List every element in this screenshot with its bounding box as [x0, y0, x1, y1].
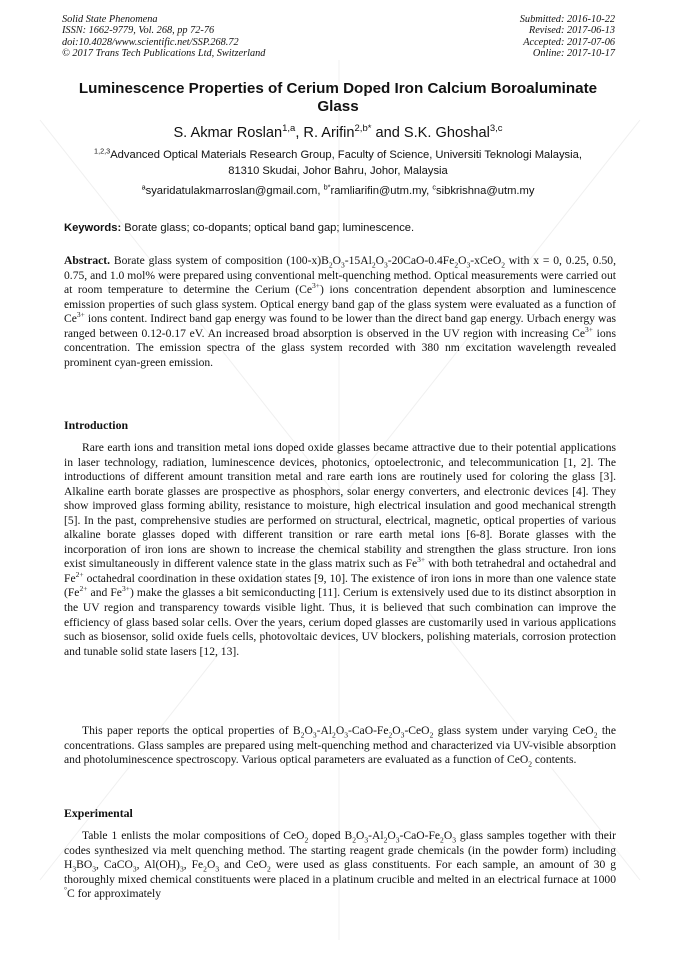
exp-text: C for approximately — [67, 887, 162, 901]
subscript: 2 — [304, 835, 309, 845]
intro-text: contents. — [532, 753, 577, 767]
intro-text: O — [335, 724, 345, 737]
abstract-text: O — [332, 254, 341, 267]
exp-text: , Fe — [183, 858, 204, 872]
intro-text: ) make the glasses a bit semiconducting [11]. Cerium is extensively used due to its distinct absorption in the UV region and transparency towards visible light. Thus, it is believed that such combination can improve the efficiency of glass based solar cells. Over the years, cerium doped glasses are customarily used in various applications such as biosensor, solid oxide fuels cells, photovoltaic devices, UV blockers, polishing materials, corrosion protection and tunable solid state lasers [12, 13]. — [64, 586, 616, 658]
subscript: 3 — [344, 730, 348, 740]
subscript: 2 — [440, 835, 444, 845]
superscript: 3+ — [76, 310, 85, 320]
email-c-sup: c — [432, 182, 437, 192]
subscript: 3 — [72, 864, 77, 874]
author-1: S. Akmar Roslan — [173, 125, 283, 141]
exp-text: BO — [76, 858, 93, 872]
subscript: 2 — [454, 260, 459, 270]
journal-doi[interactable]: doi:10.4028/www.scientific.net/SSP.268.72 — [62, 36, 239, 48]
author-2: , R. Arifin — [295, 125, 355, 141]
abstract-label: Abstract. — [64, 254, 111, 267]
keywords — [64, 221, 616, 235]
exp-text: glass samples together with their codes synthesized via melt quenching method. The starting reagent grade chemicals (in the powder form) including H — [64, 829, 616, 872]
superscript: 3+ — [121, 584, 130, 594]
experimental-paragraph-1 — [64, 829, 616, 902]
subscript: 3 — [383, 260, 388, 270]
exp-text: were used as glass constituents. For each sample, an amount of 30 g thoroughly mixed chemical constituents were placed in a platinum crucible and melted in an electrical furnace at 1000 — [64, 858, 617, 886]
exp-text: O — [387, 829, 396, 842]
subscript: 3 — [179, 864, 184, 874]
journal-issn: ISSN: 1662-9779, Vol. 268, pp 72-76 — [62, 25, 215, 37]
subscript: 2 — [300, 730, 305, 740]
subscript: 2 — [388, 730, 393, 740]
intro-text: with both tetrahedral and octahedral and Fe — [64, 557, 616, 585]
abstract-text: ) ions concentration dependent absorption and luminescence emission properties of such glass system. Optical energy band gap of the glass system were evaluated as a function of Ce — [64, 283, 616, 326]
intro-text: -CeO — [404, 724, 430, 737]
affiliation-sup: 1,2,3 — [94, 146, 111, 156]
superscript: 2+ — [75, 570, 84, 580]
intro-text: This paper reports the optical properties of B — [82, 724, 301, 737]
exp-text: O — [355, 829, 365, 842]
journal-name: Solid State Phenomena — [62, 14, 158, 25]
author-1-sup: 1,a — [282, 123, 296, 135]
subscript: 3 — [452, 835, 456, 845]
keywords-text: Borate glass; co-dopants; optical band gap; luminescence. — [121, 222, 415, 234]
subscript: 3 — [92, 864, 97, 874]
keywords-label: Keywords: — [64, 222, 122, 234]
superscript: 3+ — [584, 324, 593, 334]
abstract-text: with x = 0, 0.25, 0.50, 0.75, and 1.0 mol% were prepared using conventional melt-quenching method. Optical measurements were carried out at room temperature to determine the Cerium (Ce — [64, 254, 616, 297]
abstract-text: O — [458, 254, 467, 267]
journal-info — [62, 14, 265, 60]
abstract-text: -xCeO — [470, 254, 502, 267]
subscript: 3 — [132, 864, 137, 874]
paper-title: Luminescence Properties of Cerium Doped Iron Calcium Boroaluminate Glass — [78, 80, 598, 115]
abstract — [64, 254, 616, 370]
article-dates — [520, 14, 615, 60]
intro-text: O — [392, 724, 401, 737]
abstract-text: O — [375, 254, 384, 267]
superscript: 2+ — [79, 584, 88, 594]
subscript: 2 — [383, 835, 388, 845]
intro-text: the concentrations. Glass samples are prepared using melt-quenching method and characterized via UV-visible absorption and photoluminescence spectroscopy. Various optical parameters are evaluated as a function of CeO — [64, 724, 616, 767]
email-b-sup: b* — [323, 182, 331, 192]
subscript: 2 — [352, 835, 356, 845]
intro-text: -CaO-Fe — [347, 724, 389, 737]
author-emails — [60, 184, 616, 199]
superscript: 3+ — [312, 281, 321, 291]
degree-symbol: ° — [64, 885, 68, 895]
subscript: 2 — [371, 260, 376, 270]
exp-text: doped B — [308, 829, 353, 842]
intro-text: Rare earth ions and transition metal ions doped oxide glasses became attractive due to their potential applications in laser technology, radiation, luminescence devices, photonics, optoelectronic, and telecommunication [1, 2]. The introductions of different amount transition metal and rare earth ions are routinely used for coloring the glass [3]. Alkaline earth borate glasses are prospective as phosphors, solar energy converters, and electronic devices [4]. They show improved glass forming ability, resistance to moisture, high electrical insulation and good mechanical strength [5]. In the past, comprehensive studies are performed on structural, electrical, magnetic, optical properties of various alkaline borate glasses doped with different transition or rare earth metal ions [6-8]. Borate glasses with the incorporation of iron ions are shown to increase the chemical stability and strengthen the glass structure. Iron ions exist simultaneously in different valence state in the glass matrix such as Fe — [64, 441, 616, 571]
experimental-heading: Experimental — [64, 806, 133, 820]
exp-text: O — [206, 858, 216, 872]
superscript: 3+ — [417, 555, 426, 565]
subscript: 2 — [203, 864, 207, 874]
intro-text: and Fe — [87, 586, 122, 600]
date-online: Online: 2017-10-17 — [532, 48, 615, 60]
subscript: 3 — [215, 864, 220, 874]
exp-text: and CeO — [219, 858, 267, 872]
date-submitted: Submitted: 2016-10-22 — [519, 14, 615, 25]
subscript: 3 — [340, 260, 345, 270]
subscript: 2 — [332, 730, 336, 740]
introduction-paragraph-1 — [64, 441, 616, 659]
intro-text: octahedral coordination in these oxidation states [9, 10]. The existence of iron ions in more than one valence state (Fe — [64, 571, 616, 600]
subscript: 2 — [501, 260, 505, 270]
exp-text: Table 1 enlists the molar compositions of CeO — [82, 829, 305, 842]
exp-text: , CaCO — [96, 858, 133, 872]
subscript: 3 — [364, 835, 369, 845]
abstract-text: ions concentration. The emission spectra of the glass system recorded with 380 nm excitation wavelength revealed prominent cyan-green emission. — [64, 326, 616, 369]
email-a[interactable]: syaridatulakmarroslan@gmail.com, — [145, 185, 324, 197]
email-b[interactable]: ramliarifin@utm.my, — [330, 185, 433, 197]
subscript: 2 — [429, 730, 434, 740]
subscript: 3 — [400, 730, 405, 740]
abstract-text: Borate glass system of composition (100-x)B — [110, 254, 329, 267]
date-revised: Revised: 2017-06-13 — [528, 25, 615, 37]
journal-copyright: © 2017 Trans Tech Publications Ltd, Switzerland — [62, 48, 266, 60]
date-accepted: Accepted: 2017-07-06 — [523, 36, 615, 48]
subscript: 2 — [528, 759, 532, 769]
abstract-text: -20CaO-0.4Fe — [387, 254, 455, 267]
introduction-heading: Introduction — [64, 418, 129, 432]
exp-text: -CaO-Fe — [399, 829, 441, 842]
intro-text: glass system under varying CeO — [433, 724, 594, 737]
exp-text: -Al — [368, 829, 384, 842]
intro-text: -Al — [316, 724, 333, 737]
intro-text: O — [304, 724, 313, 737]
subscript: 3 — [395, 835, 400, 845]
subscript: 2 — [593, 730, 598, 740]
author-3: and S.K. Ghoshal — [371, 125, 490, 141]
affiliation — [60, 148, 616, 179]
introduction-paragraph-2 — [64, 724, 616, 768]
affiliation-line-2: 81310 Skudai, Johor Bahru, Johor, Malaysia — [228, 164, 448, 177]
subscript: 2 — [328, 260, 333, 270]
author-2-sup: 2,b* — [354, 123, 372, 135]
email-a-sup: a — [141, 182, 146, 192]
affiliation-line-1: Advanced Optical Materials Research Group, Faculty of Science, Universiti Teknologi Malaysia, — [110, 149, 582, 161]
exp-text: O — [443, 829, 453, 842]
subscript: 3 — [466, 260, 471, 270]
subscript: 3 — [312, 730, 317, 740]
email-c[interactable]: sibkrishna@utm.my — [436, 185, 535, 197]
exp-text: , Al(OH) — [136, 858, 180, 872]
abstract-text: ions content. Indirect band gap energy was found to be lower than the direct band gap energy. Urbach energy was ranged between 0.12-0.17 eV. An increased broad absorption is observed in the UV region with increasing Ce — [64, 312, 616, 340]
abstract-text: -15Al — [344, 254, 372, 267]
author-3-sup: 3,c — [489, 123, 503, 135]
subscript: 2 — [267, 864, 271, 874]
author-list — [60, 124, 616, 142]
